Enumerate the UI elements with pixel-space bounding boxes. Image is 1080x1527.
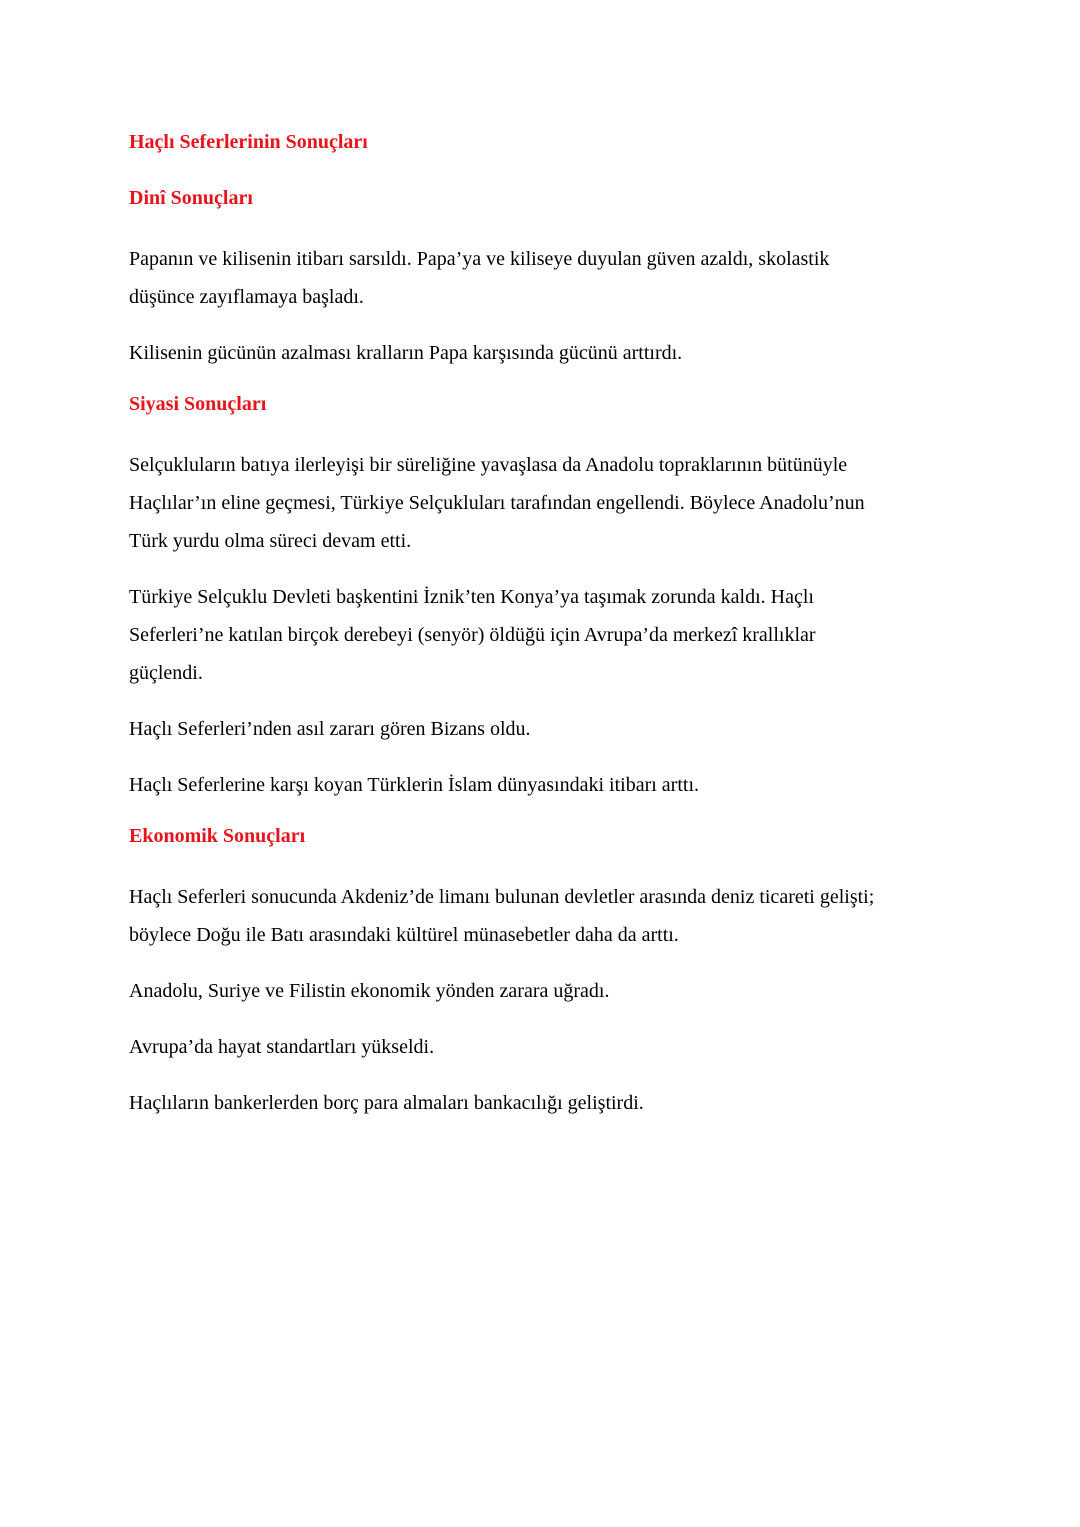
paragraph-line: Haçlıların bankerlerden borç para almaları bankacılığı geliştirdi. bbox=[129, 1092, 644, 1114]
paragraph-line: Seferleri’ne katılan birçok derebeyi (senyör) öldüğü için Avrupa’da merkezî krallıklar bbox=[129, 624, 816, 646]
paragraph bbox=[129, 878, 959, 954]
paragraph-line: Türkiye Selçuklu Devleti başkentini İznik’ten Konya’ya taşımak zorunda kaldı. Haçlı bbox=[129, 586, 814, 608]
paragraph-line: Papanın ve kilisenin itibarı sarsıldı. Papa’ya ve kiliseye duyulan güven azaldı, skolastik bbox=[129, 248, 830, 270]
paragraph bbox=[129, 710, 959, 748]
paragraph bbox=[129, 766, 959, 804]
paragraph-line: Haçlı Seferleri’nden asıl zararı gören Bizans oldu. bbox=[129, 718, 531, 740]
paragraph-line: Avrupa’da hayat standartları yükseldi. bbox=[129, 1036, 435, 1058]
document-body bbox=[129, 128, 959, 1140]
paragraph bbox=[129, 334, 959, 372]
paragraph bbox=[129, 578, 959, 692]
paragraph-line: Haçlı Seferleri sonucunda Akdeniz’de limanı bulunan devletler arasında deniz ticareti gelişti; bbox=[129, 886, 875, 908]
paragraph-line: böylece Doğu ile Batı arasındaki kültürel münasebetler daha da arttı. bbox=[129, 924, 679, 946]
paragraph bbox=[129, 1028, 959, 1066]
paragraph-line: Haçlılar’ın eline geçmesi, Türkiye Selçukluları tarafından engellendi. Böylece Anadolu’nun bbox=[129, 492, 865, 514]
paragraph-line: Türk yurdu olma süreci devam etti. bbox=[129, 530, 412, 552]
sections-container bbox=[129, 184, 959, 1122]
paragraph bbox=[129, 1084, 959, 1122]
paragraph bbox=[129, 446, 959, 560]
section-heading: Ekonomik Sonuçları bbox=[129, 825, 306, 847]
document-title: Haçlı Seferlerinin Sonuçları bbox=[129, 131, 368, 153]
paragraph bbox=[129, 240, 959, 316]
section-heading: Siyasi Sonuçları bbox=[129, 393, 267, 415]
paragraph-line: Anadolu, Suriye ve Filistin ekonomik yönden zarara uğradı. bbox=[129, 980, 610, 1002]
paragraph-line: güçlendi. bbox=[129, 662, 203, 684]
paragraph-line: düşünce zayıflamaya başladı. bbox=[129, 286, 364, 308]
section-heading: Dinî Sonuçları bbox=[129, 187, 253, 209]
paragraph-line: Haçlı Seferlerine karşı koyan Türklerin İslam dünyasındaki itibarı arttı. bbox=[129, 774, 700, 796]
paragraph bbox=[129, 972, 959, 1010]
paragraph-line: Kilisenin gücünün azalması kralların Papa karşısında gücünü arttırdı. bbox=[129, 342, 683, 364]
paragraph-line: Selçukluların batıya ilerleyişi bir süreliğine yavaşlasa da Anadolu topraklarının bütünüyle bbox=[129, 454, 848, 476]
